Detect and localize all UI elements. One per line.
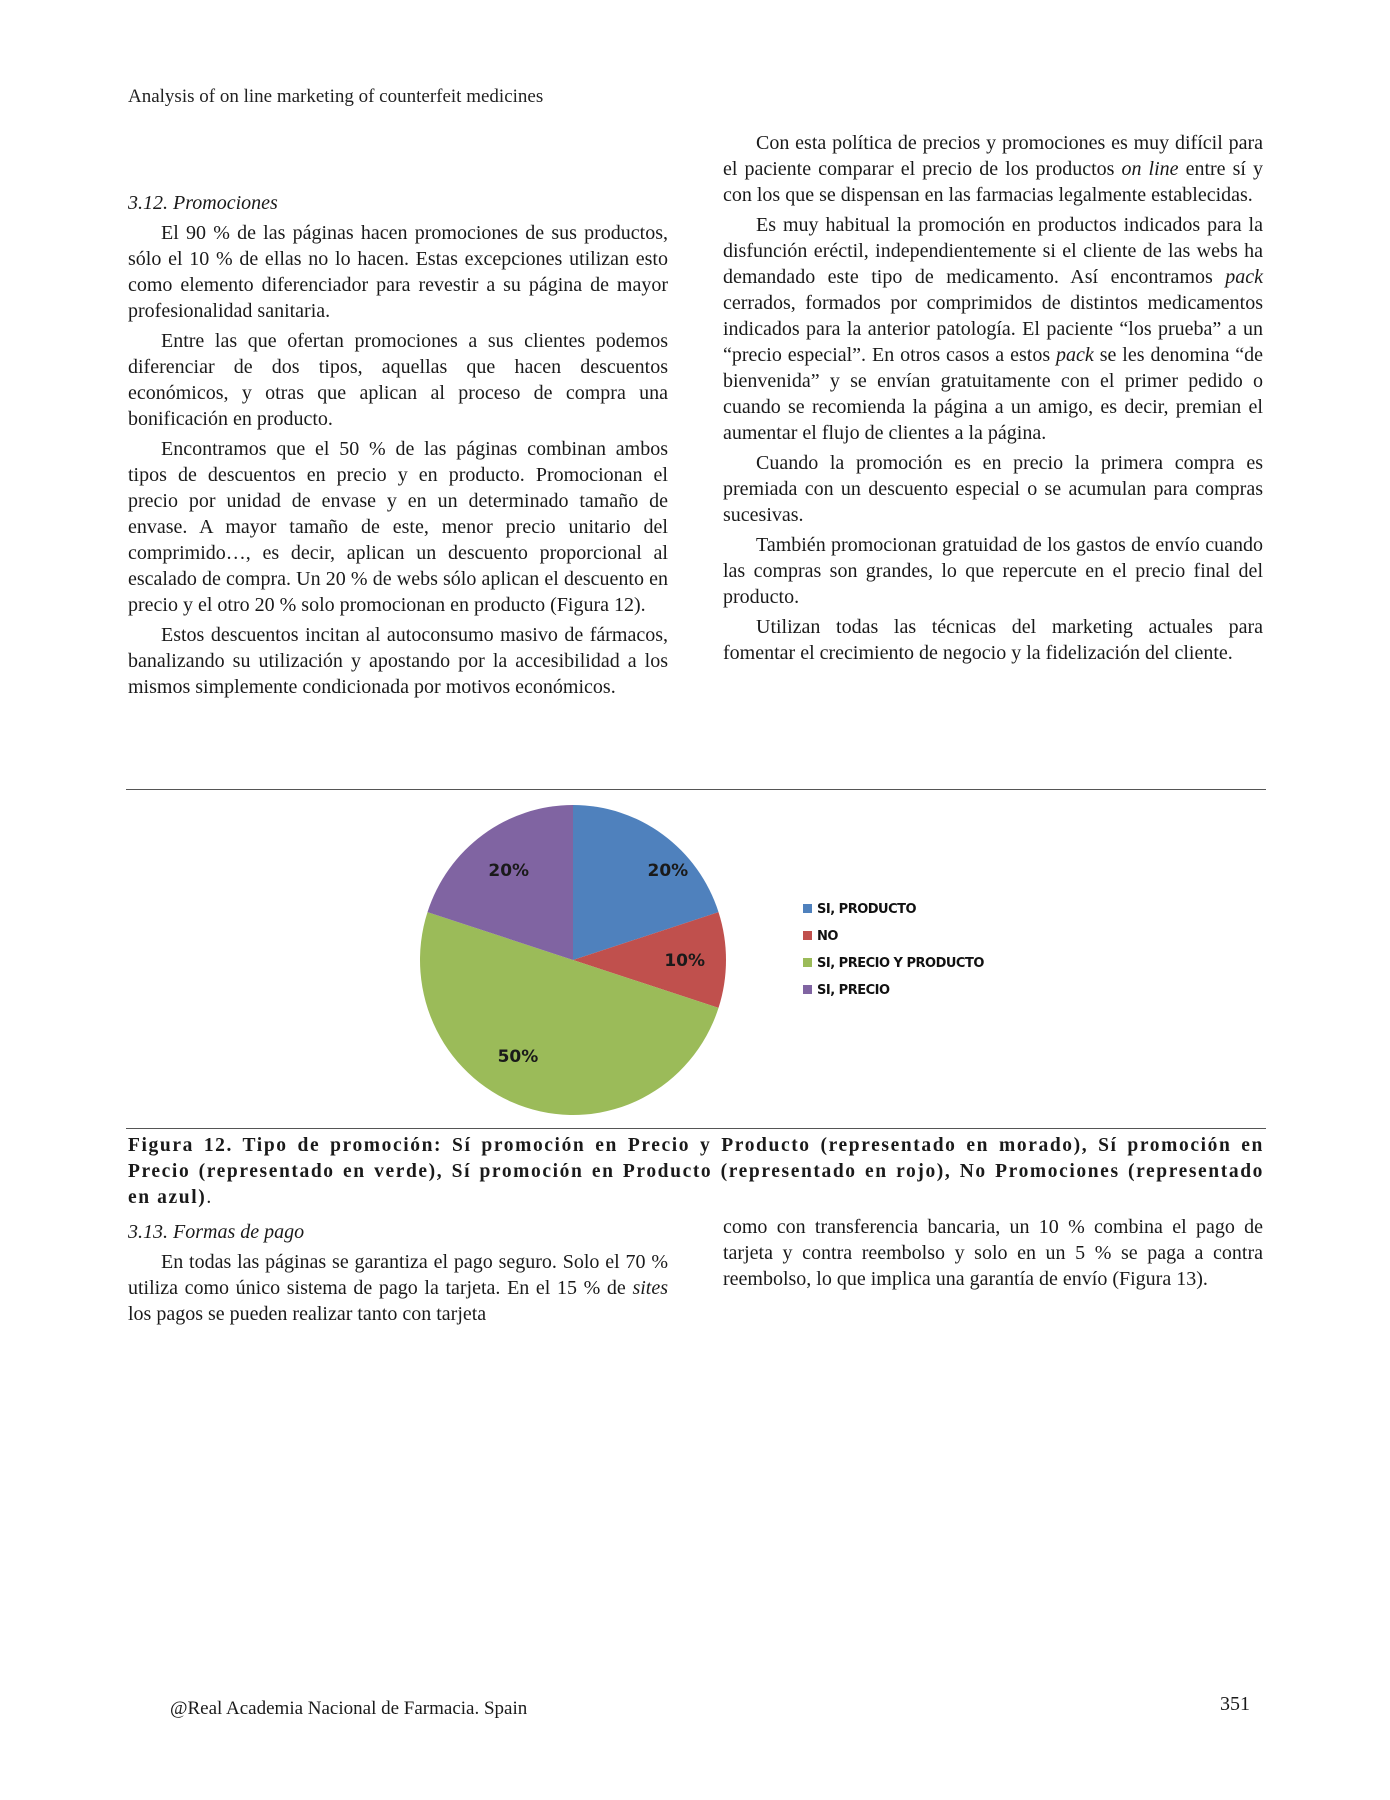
- section-title: 3.13. Formas de pago: [128, 1221, 305, 1243]
- paragraph: Entre las que ofertan promociones a sus clientes podemos diferenciar de dos tipos, aquellas que hacen descuentos económicos, y otras que aplican al proceso de compra una bonificación en producto.: [128, 330, 668, 430]
- legend-swatch: [803, 985, 812, 994]
- figure-top-rule: [126, 789, 1266, 790]
- paragraph: Encontramos que el 50 % de las páginas combinan ambos tipos de descuentos en precio y en producto. Promocionan el precio por unidad de envase y en un determinado tamaño de envase. A mayor tamaño de este, menor precio unitario del comprimido…, es decir, aplican un descuento proporcional al escalado de compra. Un 20 % de webs sólo aplican el descuento en precio y el otro 20 % solo promocionan en producto (Figura 12).: [128, 438, 668, 616]
- paragraph: como con transferencia bancaria, un 10 % combina el pago de tarjeta y contra reembolso y solo en un 5 % se paga a contra reembolso, lo que implica una garantía de envío (Figura 13).: [723, 1216, 1263, 1290]
- legend-label: NO: [817, 929, 838, 944]
- pie-data-label: 20%: [488, 861, 530, 882]
- left-column-bottom: [128, 1219, 668, 1331]
- pie-chart: [126, 791, 1266, 1127]
- legend-swatch: [803, 931, 812, 940]
- figure-bottom-rule: [126, 1128, 1266, 1129]
- pie-data-label: 10%: [664, 951, 706, 971]
- left-column-top: [128, 190, 668, 704]
- section-title: 3.12. Promociones: [128, 192, 278, 214]
- figure-12: [126, 791, 1266, 1127]
- paragraph: El 90 % de las páginas hacen promociones de sus productos, sólo el 10 % de ellas no lo hacen. Estas excepciones utilizan esto como elemento diferenciador para revestir a su página de mayor profesionalidad sanitaria.: [128, 222, 668, 322]
- legend-label: SI, PRECIO: [817, 983, 890, 998]
- paragraph: Cuando la promoción es en precio la primera compra es premiada con un descuento especial o se acumulan para compras sucesivas.: [723, 452, 1263, 526]
- pie-data-label: 20%: [647, 861, 689, 882]
- legend-swatch: [803, 958, 812, 967]
- figure-caption: Figura 12. Tipo de promoción: Sí promoción en Precio y Producto (representado en morado), Sí promoción en Precio (representado en verde), Sí promoción en Producto (representado en rojo), No Promociones (representado en azul).: [128, 1135, 1264, 1208]
- page-number: 351: [1220, 1693, 1250, 1715]
- pie-data-label: 50%: [497, 1047, 539, 1068]
- paragraph: En todas las páginas se garantiza el pago seguro. Solo el 70 % utiliza como único sistema de pago la tarjeta. En el 15 % de sites los pagos se pueden realizar tanto con tarjeta: [128, 1251, 668, 1325]
- legend-label: SI, PRODUCTO: [817, 902, 917, 917]
- paragraph: También promocionan gratuidad de los gastos de envío cuando las compras son grandes, lo que repercute en el precio final del producto.: [723, 534, 1263, 608]
- right-column-top: [723, 130, 1263, 670]
- legend-swatch: [803, 904, 812, 913]
- right-column-bottom: [723, 1214, 1263, 1296]
- paragraph: Estos descuentos incitan al autoconsumo masivo de fármacos, banalizando su utilización y apostando por la accesibilidad a los mismos simplemente condicionada por motivos económicos.: [128, 624, 668, 698]
- paragraph: Es muy habitual la promoción en productos indicados para la disfunción eréctil, independientemente si el cliente de las webs ha demandado este tipo de medicamento. Así encontramos pack cerrados, formados por comprimidos de distintos medicamentos indicados para la anterior patología. El paciente “los prueba” a un “precio especial”. En otros casos a estos pack se les denomina “de bienvenida” y se envían gratuitamente con el primer pedido o cuando se recomienda la página a un amigo, es decir, premian el aumentar el flujo de clientes a la página.: [723, 214, 1263, 444]
- footer-copyright: @Real Academia Nacional de Farmacia. Spain: [170, 1698, 528, 1719]
- legend-label: SI, PRECIO Y PRODUCTO: [817, 956, 984, 971]
- running-header: Analysis of on line marketing of counterfeit medicines: [128, 86, 544, 107]
- paragraph: Con esta política de precios y promociones es muy difícil para el paciente comparar el precio de los productos on line entre sí y con los que se dispensan en las farmacias legalmente establecidas.: [723, 132, 1263, 206]
- paragraph: Utilizan todas las técnicas del marketing actuales para fomentar el crecimiento de negocio y la fidelización del cliente.: [723, 616, 1263, 664]
